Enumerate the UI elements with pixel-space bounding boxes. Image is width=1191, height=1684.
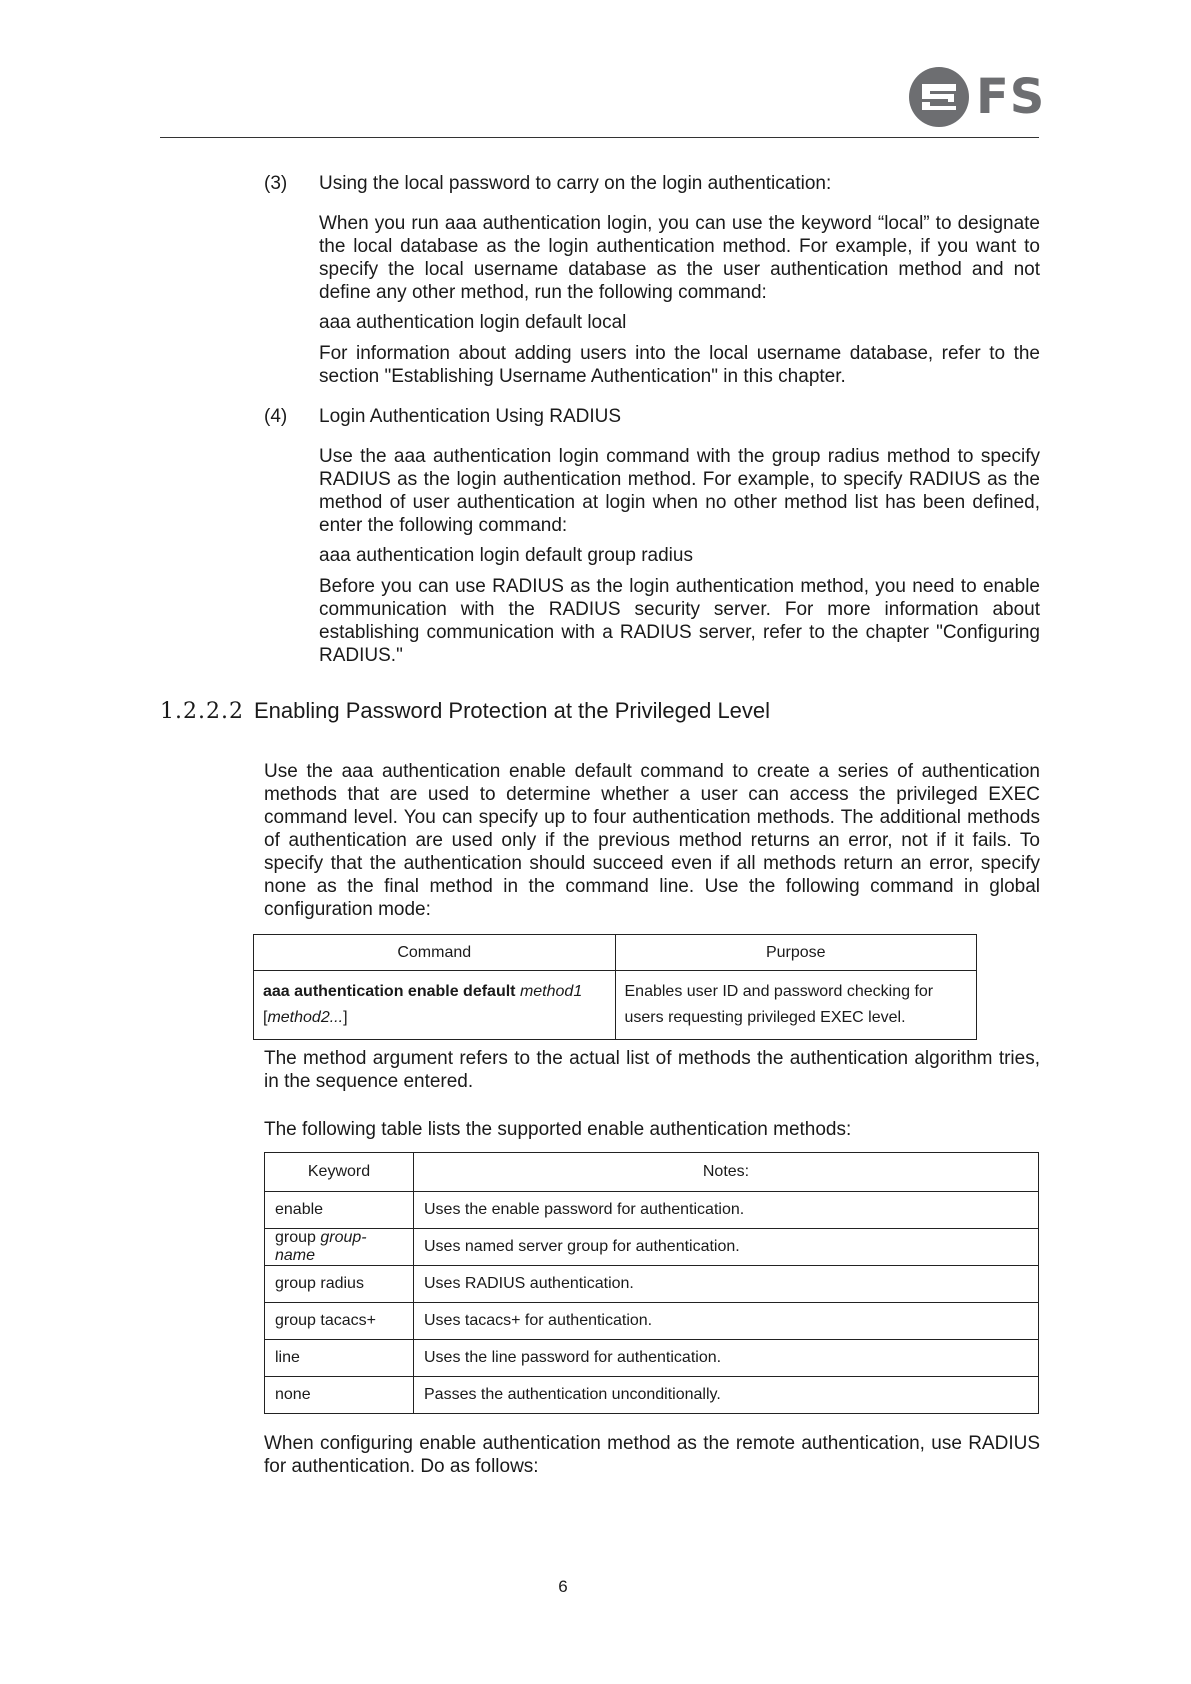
purpose-cell: Enables user ID and password checking for users requesting privileged EXEC level. (615, 971, 977, 1040)
table-row (265, 1303, 1039, 1340)
sec3-paragraph-2: For information about adding users into the local username database, refer to the section "Establishing Username Authentication" in this chapter. (319, 343, 1040, 387)
section-title: Enabling Password Protection at the Privileged Level (253, 698, 771, 723)
header-rule (160, 137, 1039, 138)
command-arg1: method1 (519, 983, 583, 1000)
sec3-paragraph-1: When you run aaa authentication login, you can use the keyword “local” to designate the local database as the login authentication method. For example, if you want to specify the local username database as the user authentication method and not define any other method, run the following command: (319, 213, 1040, 303)
methods-table (264, 1152, 1039, 1414)
sec3-title: Using the local password to carry on the login authentication: (319, 173, 832, 194)
table-row (265, 1192, 1039, 1229)
keyword-text: group (275, 1229, 321, 1246)
command-arg2: method2... (267, 1009, 344, 1026)
logo-text: FS (976, 69, 1046, 125)
command-cell: aaa authentication enable default method1 [method2...] (254, 971, 616, 1040)
sec4-title: Login Authentication Using RADIUS (319, 406, 622, 427)
note-cell: Uses the enable password for authentication. (414, 1192, 1039, 1229)
command-table (253, 934, 977, 1040)
purpose-header: Purpose (615, 935, 977, 971)
keyword-cell: group tacacs+ (265, 1303, 414, 1340)
sec3-command: aaa authentication login default local (319, 312, 627, 333)
sec4-number: (4) (264, 406, 288, 427)
fs-logo-icon (908, 66, 970, 128)
table2-intro: The following table lists the supported enable authentication methods: (264, 1119, 852, 1140)
keyword-cell: group radius (265, 1266, 414, 1303)
keyword-cell: line (265, 1340, 414, 1377)
command-header: Command (254, 935, 616, 971)
command-keyword: aaa authentication enable default (263, 983, 516, 1000)
keyword-header: Keyword (265, 1153, 414, 1192)
note-cell: Uses named server group for authentication. (414, 1229, 1039, 1266)
keyword-cell: none (265, 1377, 414, 1414)
page-number: 6 (558, 1577, 568, 1596)
closing-paragraph: When configuring enable authentication method as the remote authentication, use RADIUS for authentication. Do as follows: (264, 1433, 1040, 1477)
table-row (265, 1340, 1039, 1377)
keyword-italic: group-name (275, 1229, 367, 1264)
section-intro: Use the aaa authentication enable default command to create a series of authentication methods that are used to determine whether a user can access the privileged EXEC command level. You can specify up to four authentication methods. The additional methods of authentication are used only if the previous method returns an error, not if it fails. To specify that the authentication should succeed even if all methods return an error, specify none as the final method in the command line. Use the following command in global configuration mode: (264, 761, 1040, 920)
table-row (265, 1229, 1039, 1266)
sec4-command: aaa authentication login default group radius (319, 545, 693, 566)
note-cell: Uses the line password for authentication. (414, 1340, 1039, 1377)
notes-header: Notes: (414, 1153, 1039, 1192)
sec4-paragraph-2: Before you can use RADIUS as the login authentication method, you need to enable communication with the RADIUS security server. For more information about establishing communication with a RADIUS server, refer to the chapter "Configuring RADIUS." (319, 576, 1040, 666)
keyword-cell: enable (265, 1192, 414, 1229)
table-row (265, 1377, 1039, 1414)
fs-logo (908, 66, 1045, 128)
sec4-paragraph-1: Use the aaa authentication login command with the group radius method to specify RADIUS as the login authentication method. For example, to specify RADIUS as the method of user authentication at login when no other method list has been defined, enter the following command: (319, 446, 1040, 536)
keyword-cell (265, 1229, 414, 1266)
note-cell: Uses tacacs+ for authentication. (414, 1303, 1039, 1340)
section-heading (160, 698, 770, 725)
section-number: 1.2.2.2 (160, 699, 244, 724)
note-cell: Uses RADIUS authentication. (414, 1266, 1039, 1303)
sec3-number: (3) (264, 173, 288, 194)
method-argument-paragraph: The method argument refers to the actual list of methods the authentication algorithm tries, in the sequence entered. (264, 1048, 1040, 1092)
table-row (265, 1266, 1039, 1303)
note-cell: Passes the authentication unconditionally. (414, 1377, 1039, 1414)
